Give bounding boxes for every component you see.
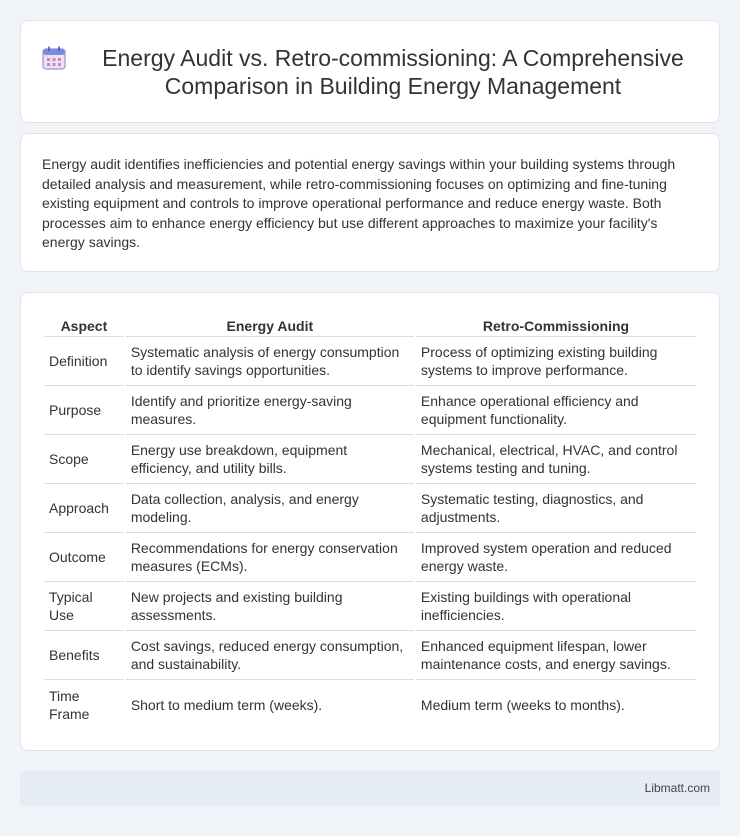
header-energy-audit: Energy Audit — [126, 315, 414, 337]
header-aspect: Aspect — [44, 315, 124, 337]
footer-site-link[interactable]: Libmatt.com — [644, 781, 710, 795]
comparison-card — [20, 292, 720, 751]
energy-audit-cell: Short to medium term (weeks). — [130, 696, 323, 713]
table-row — [44, 386, 696, 435]
aspect-cell: Typical Use — [44, 582, 124, 631]
energy-audit-cell: Identify and prioritize energy-saving measures. — [126, 386, 414, 435]
energy-audit-cell: Recommendations for energy conservation measures (ECMs). — [126, 533, 414, 582]
table-row — [44, 631, 696, 680]
aspect-cell: Definition — [44, 337, 124, 386]
energy-audit-cell: Systematic analysis of energy consumption to identify savings opportunities. — [126, 337, 414, 386]
aspect-cell: Outcome — [44, 533, 124, 582]
energy-audit-cell: Cost savings, reduced energy consumption, and sustainability. — [126, 631, 414, 680]
retro-commissioning-cell: Medium term (weeks to months). — [420, 696, 625, 713]
table-row — [44, 337, 696, 386]
header-retro-commissioning: Retro-Commissioning — [416, 315, 696, 337]
retro-commissioning-cell: Enhanced equipment lifespan, lower maintenance costs, and energy savings. — [416, 631, 696, 680]
intro-card — [20, 133, 720, 272]
retro-commissioning-cell: Improved system operation and reduced energy waste. — [416, 533, 696, 582]
aspect-cell: Approach — [44, 484, 124, 533]
table-row — [44, 484, 696, 533]
comparison-table — [42, 315, 698, 729]
table-header-row — [44, 315, 696, 337]
table-row — [44, 582, 696, 631]
table-row — [44, 435, 696, 484]
footer — [20, 771, 720, 806]
retro-commissioning-cell: Enhance operational efficiency and equipment functionality. — [416, 386, 696, 435]
retro-commissioning-cell: Mechanical, electrical, HVAC, and control systems testing and tuning. — [416, 435, 696, 484]
intro-paragraph: Energy audit identifies inefficiencies and potential energy savings within your building systems through detailed analysis and measurement, while retro-commissioning focuses on optimizing and fine-tuning existing equipment and controls to improve operational performance and reduce energy waste. Both processes aim to enhance energy efficiency but use different approaches to maximize your facility's energy savings. — [42, 156, 676, 250]
page-title: Energy Audit vs. Retro-commissioning: A Comprehensive Comparison in Building Energy Management — [102, 44, 684, 99]
aspect-cell: Time Frame — [49, 687, 90, 722]
energy-audit-cell: Energy use breakdown, equipment efficiency, and utility bills. — [126, 435, 414, 484]
aspect-cell: Purpose — [44, 386, 124, 435]
energy-audit-cell: New projects and existing building assessments. — [126, 582, 414, 631]
aspect-cell: Benefits — [44, 631, 124, 680]
retro-commissioning-cell: Process of optimizing existing building systems to improve performance. — [416, 337, 696, 386]
calendar-icon — [41, 45, 67, 71]
retro-commissioning-cell: Existing buildings with operational inefficiencies. — [416, 582, 696, 631]
retro-commissioning-cell: Systematic testing, diagnostics, and adjustments. — [416, 484, 696, 533]
energy-audit-cell: Data collection, analysis, and energy modeling. — [126, 484, 414, 533]
title-card — [20, 20, 720, 123]
aspect-cell: Scope — [44, 435, 124, 484]
title-wrap — [21, 21, 719, 122]
table-row — [44, 680, 696, 729]
table-row — [44, 533, 696, 582]
